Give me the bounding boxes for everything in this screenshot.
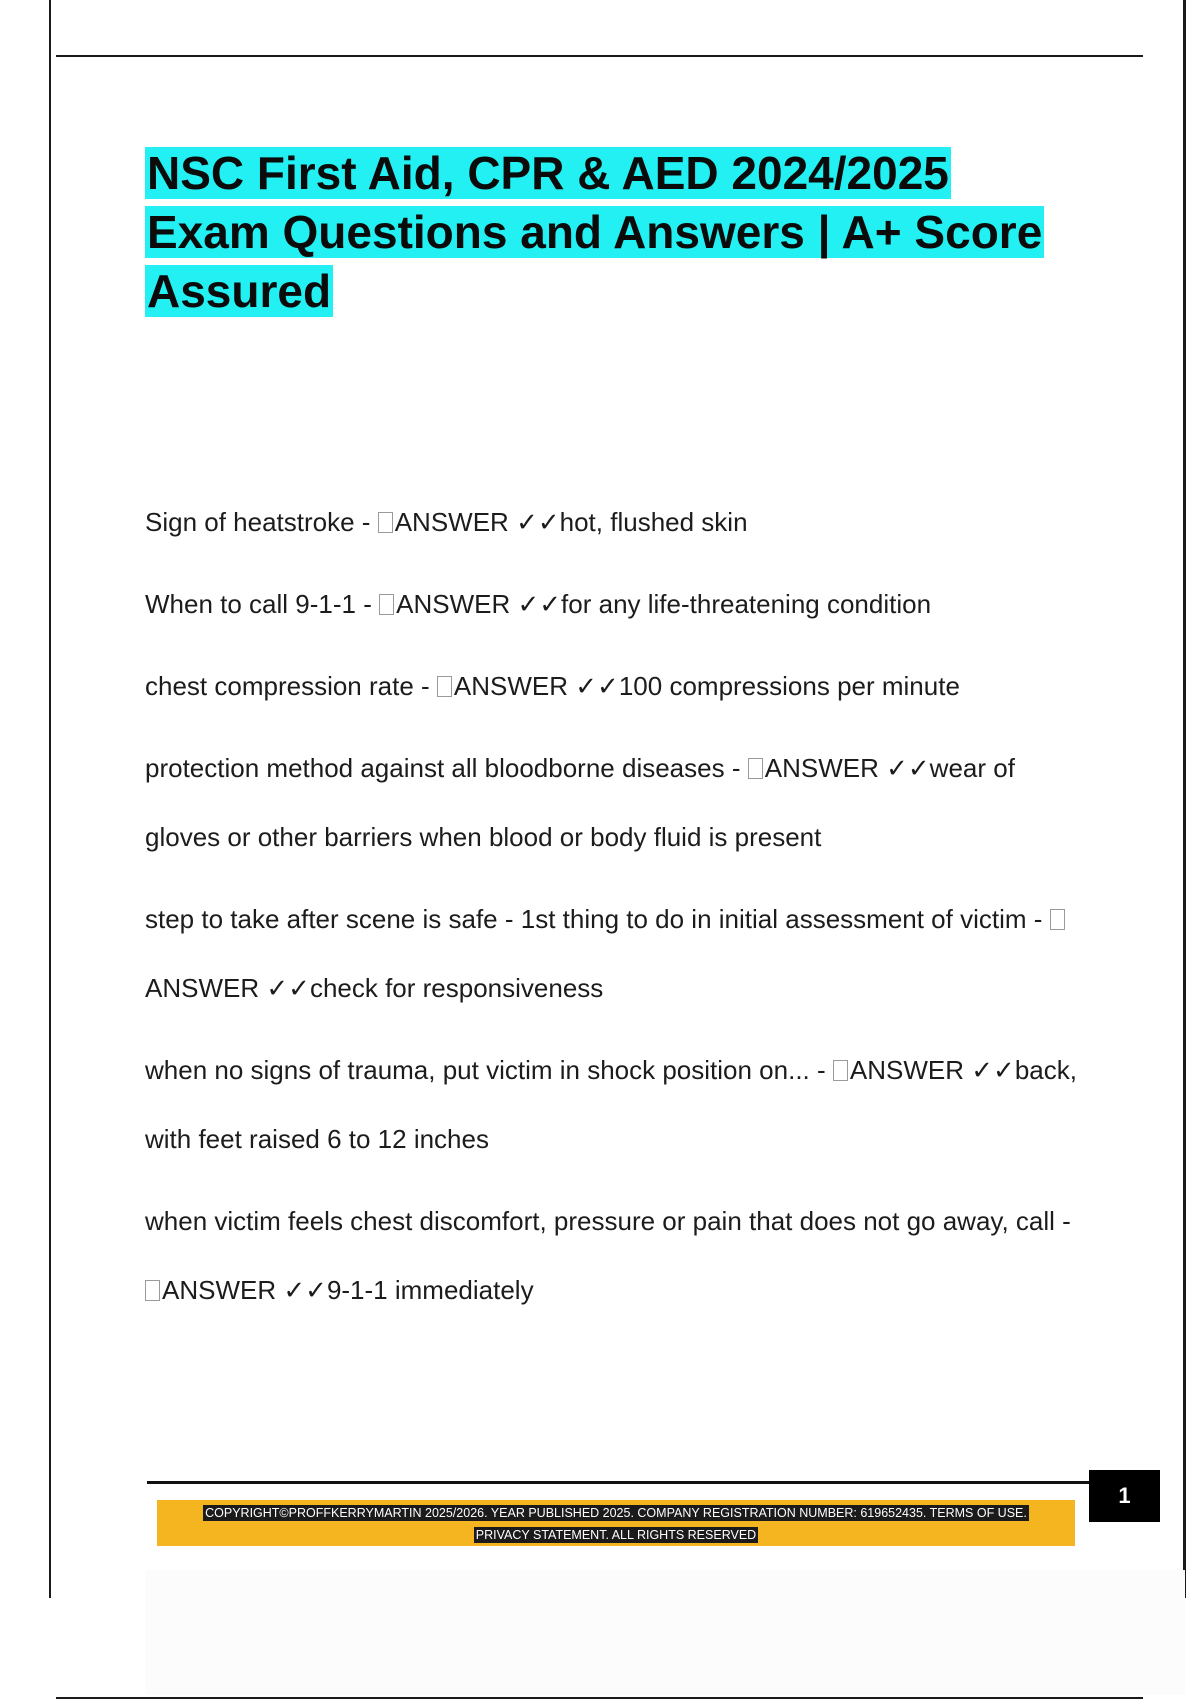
double-check-icon: ✓✓: [886, 753, 930, 783]
document-title: [145, 144, 1045, 321]
qa-question: chest compression rate -: [145, 671, 430, 701]
answer-label: ANSWER: [764, 753, 879, 783]
missing-glyph-icon: [748, 758, 763, 779]
qa-list: [145, 488, 1095, 1338]
page-border-right: [1183, 0, 1186, 1598]
answer-label: ANSWER: [453, 671, 569, 701]
qa-answer: check for responsiveness: [309, 973, 604, 1003]
double-check-icon: ✓✓: [516, 507, 560, 537]
double-check-icon: ✓✓: [266, 973, 310, 1003]
qa-question: when victim feels chest discomfort, pressure or pain that does not go away, call -: [145, 1206, 1071, 1236]
qa-item: [145, 652, 1095, 721]
page-border-left: [49, 0, 51, 1598]
missing-glyph-icon: [437, 676, 452, 697]
copyright-notice: [157, 1502, 1075, 1546]
double-check-icon: ✓✓: [971, 1055, 1015, 1085]
missing-glyph-icon: [833, 1060, 848, 1081]
answer-label: ANSWER: [396, 589, 511, 619]
double-check-icon: ✓✓: [517, 589, 562, 619]
qa-item: [145, 885, 1095, 1023]
qa-answer: wear of gloves or other barriers when blood or body fluid is present: [145, 753, 1015, 852]
missing-glyph-icon: [379, 594, 394, 615]
page-number: 1: [1089, 1470, 1160, 1522]
copyright-line-1: COPYRIGHT©PROFFKERRYMARTIN 2025/2026. YEAR PUBLISHED 2025. COMPANY REGISTRATION NUMBER: 619652435. TERMS OF USE.: [205, 1506, 1027, 1520]
qa-answer: for any life-threatening condition: [561, 589, 932, 619]
answer-label: ANSWER: [145, 973, 260, 1003]
qa-answer: 9-1-1 immediately: [326, 1275, 534, 1305]
qa-question: protection method against all bloodborne diseases -: [145, 753, 741, 783]
double-check-icon: ✓✓: [575, 671, 619, 701]
title-highlight: NSC First Aid, CPR & AED 2024/2025 Exam Questions and Answers | A+ Score Assured: [147, 147, 1043, 317]
qa-question: when no signs of trauma, put victim in shock position on... -: [145, 1055, 826, 1085]
answer-label: ANSWER: [849, 1055, 965, 1085]
answer-label: ANSWER: [162, 1275, 277, 1305]
qa-item: [145, 488, 1095, 557]
answer-label: ANSWER: [394, 507, 509, 537]
page-bottom-rule: [56, 1697, 1143, 1699]
qa-item: [145, 1187, 1095, 1325]
header-rule: [56, 55, 1143, 57]
copyright-line-2: PRIVACY STATEMENT. ALL RIGHTS RESERVED: [475, 1528, 757, 1542]
missing-glyph-icon: [1050, 909, 1065, 930]
qa-item: [145, 570, 1095, 639]
page-bottom-margin: [145, 1570, 1185, 1695]
double-check-icon: ✓✓: [283, 1275, 327, 1305]
qa-question: step to take after scene is safe - 1st thing to do in initial assessment of victim -: [145, 904, 1043, 934]
missing-glyph-icon: [145, 1280, 160, 1301]
qa-question: When to call 9-1-1 -: [145, 589, 372, 619]
qa-answer: 100 compressions per minute: [618, 671, 960, 701]
qa-question: Sign of heatstroke -: [145, 507, 371, 537]
footer-rule: [147, 1481, 1092, 1484]
qa-answer: hot, flushed skin: [559, 507, 748, 537]
missing-glyph-icon: [378, 512, 393, 533]
qa-item: [145, 734, 1095, 872]
qa-item: [145, 1036, 1095, 1174]
qa-answer: back, with feet raised 6 to 12 inches: [145, 1055, 1077, 1154]
